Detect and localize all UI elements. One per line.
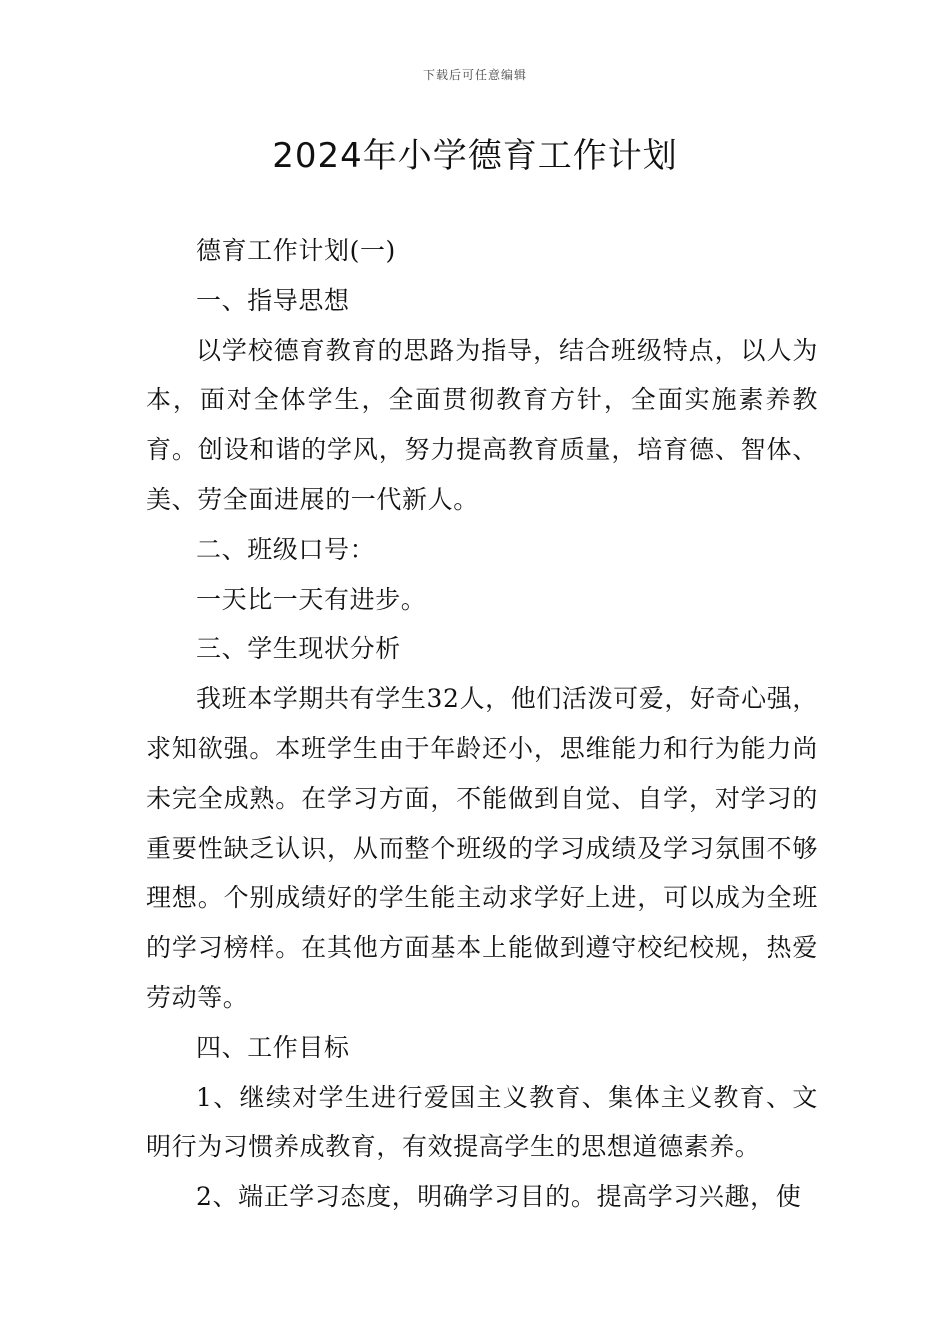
heading-student-analysis: 三、学生现状分析 bbox=[196, 634, 401, 664]
paragraph-guiding-ideology: 以学校德育教育的思路为指导，结合班级特点，以人为本，面对全体学生，全面贯彻教育方针，全面实施素养教育。创设和谐的学风，努力提高教育质量，培育德、智体、美、劳全面进展的一代新人。 bbox=[146, 335, 818, 514]
document-body bbox=[146, 226, 818, 1222]
paragraph-goal-2: 2、端正学习态度，明确学习目的。提高学习兴趣，使 bbox=[196, 1182, 802, 1212]
heading-work-goals: 四、工作目标 bbox=[196, 1032, 350, 1062]
paragraph-goal-1: 1、继续对学生进行爱国主义教育、集体主义教育、文明行为习惯养成教育，有效提高学生的思想道德素养。 bbox=[146, 1082, 818, 1162]
section-subtitle: 德育工作计划(一) bbox=[196, 236, 396, 265]
heading-class-slogan: 二、班级口号： bbox=[196, 534, 376, 564]
paragraph-class-slogan: 一天比一天有进步。 bbox=[196, 584, 427, 614]
document-title: 2024年小学德育工作计划 bbox=[272, 136, 678, 176]
paragraph-student-analysis: 我班本学期共有学生32人，他们活泼可爱，好奇心强，求知欲强。本班学生由于年龄还小，思维能力和行为能力尚未完全成熟。在学习方面，不能做到自觉、自学，对学习的重要性缺乏认识，从而整个班级的学习成绩及学习氛围不够理想。个别成绩好的学生能主动求学好上进，可以成为全班的学习榜样。在其他方面基本上能做到遵守校纪校规，热爱劳动等。 bbox=[146, 684, 818, 1012]
header-note: 下载后可任意编辑 bbox=[422, 68, 527, 82]
heading-guiding-ideology: 一、指导思想 bbox=[196, 285, 350, 315]
